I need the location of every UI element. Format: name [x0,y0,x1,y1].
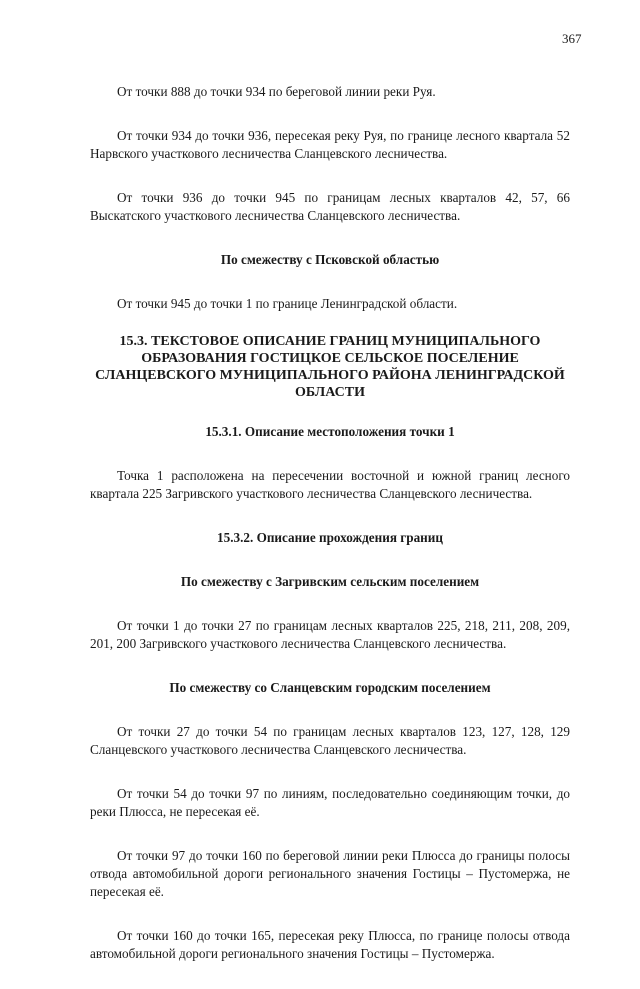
paragraph: От точки 945 до точки 1 по границе Ленинградской области. [117,296,458,311]
paragraph: От точки 934 до точки 936, пересекая реку Руя, по границе лесного квартала 52 Нарвского участкового лесничества Сланцевского лесничества. [90,128,570,161]
document-body [90,83,570,989]
paragraph: Точка 1 расположена на пересечении восточной и южной границ лесного квартала 225 Загривского участкового лесничества Сланцевского лесничества. [90,468,570,501]
subheading: 15.3.2. Описание прохождения границ [217,530,443,545]
page-number: 367 [562,31,582,46]
subheading: По смежеству с Псковской областью [220,252,440,267]
paragraph: От точки 936 до точки 945 по границам лесных кварталов 42, 57, 66 Выскатского участкового лесничества Сланцевского лесничества. [90,190,570,223]
subheading: По смежеству с Загривским сельским поселением [180,574,480,589]
paragraph: От точки 1 до точки 27 по границам лесных кварталов 225, 218, 211, 208, 209, 201, 200 Загривского участкового лесничества Сланцевского лесничества. [90,618,570,651]
paragraph: От точки 888 до точки 934 по береговой линии реки Руя. [117,84,436,99]
subheading: По смежеству со Сланцевским городским поселением [169,680,491,695]
paragraph: От точки 27 до точки 54 по границам лесных кварталов 123, 127, 128, 129 Сланцевского участкового лесничества Сланцевского лесничества. [90,724,570,757]
subheading: 15.3.1. Описание местоположения точки 1 [205,424,455,439]
paragraph: От точки 160 до точки 165, пересекая реку Плюсса, по границе полосы отвода автомобильной дороги регионального значения Гостицы – Пустомержа. [90,928,570,961]
paragraph: От точки 54 до точки 97 по линиям, последовательно соединяющим точки, до реки Плюсса, не пересекая её. [90,786,570,819]
section-title: 15.3. ТЕКСТОВОЕ ОПИСАНИЕ ГРАНИЦ МУНИЦИПАЛЬНОГО ОБРАЗОВАНИЯ ГОСТИЦКОЕ СЕЛЬСКОЕ ПОСЕЛЕНИЕ СЛАНЦЕВСКОГО МУНИЦИПАЛЬНОГО РАЙОНА ЛЕНИНГРАДСКОЙ ОБЛАСТИ [95,334,565,400]
paragraph: От точки 97 до точки 160 по береговой линии реки Плюсса до границы полосы отвода автомобильной дороги регионального значения Гостицы – Пустомержа, не пересекая её. [90,848,570,899]
